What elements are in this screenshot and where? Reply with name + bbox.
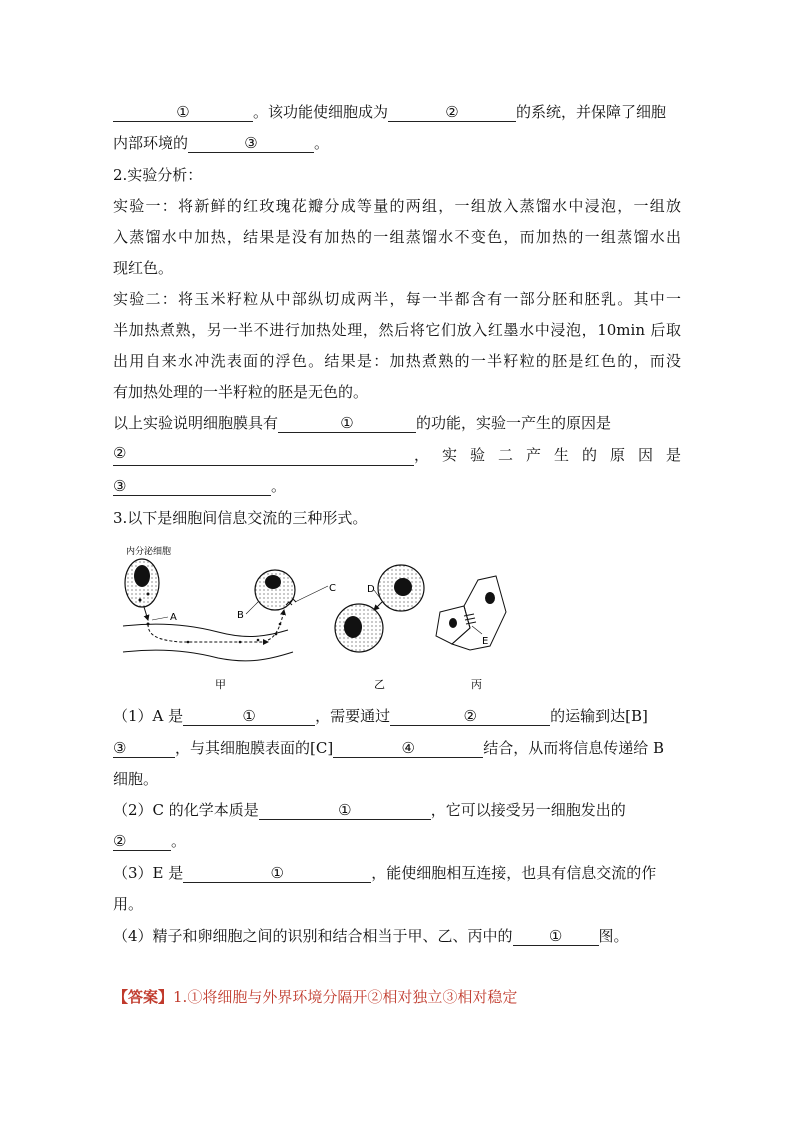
- s3-q4-blank1: ①: [513, 927, 599, 946]
- s2-q-blank2: ②: [113, 444, 414, 466]
- s2-q-text2: 的功能，实验一产生的原因是: [416, 414, 612, 432]
- s2-q-blank3: ③: [113, 477, 271, 496]
- s3-q1-blank3: ③: [113, 739, 175, 758]
- s1-line2: [113, 132, 681, 154]
- s3-heading: 3.以下是细胞间信息交流的三种形式。: [113, 509, 368, 527]
- s3-q1-blank1: ①: [183, 707, 315, 726]
- label-b: B: [237, 610, 244, 621]
- s3-q2-blank2: ②: [113, 832, 171, 851]
- blood-vessel: [123, 610, 300, 661]
- cell-yi-upper: [378, 565, 424, 611]
- s3-q2-text3: 。: [171, 832, 187, 850]
- s3-q1-text3: 的运输到达[B]: [550, 707, 648, 725]
- s1-blank3: ③: [188, 134, 314, 153]
- label-d: D: [367, 584, 375, 595]
- caption-bing: 丙: [471, 678, 482, 691]
- s2-exp1-line1: 实验一：将新鲜的红玫瑰花瓣分成等量的两组，一组放入蒸馏水中浸泡，一组放: [113, 197, 681, 215]
- endocrine-cell: [125, 559, 159, 607]
- s1-text4: 。: [314, 134, 330, 152]
- s3-q1-text5: 结合，从而将信息传递给 B: [483, 739, 664, 757]
- s3-q2-blank1: ①: [259, 801, 431, 820]
- s2-question-line3: [113, 475, 681, 497]
- s3-q1-blank4: ④: [333, 739, 483, 758]
- s2-exp1-line3: 现红色。: [113, 259, 174, 277]
- s3-q1-line2: [113, 737, 681, 759]
- s3-q4-line1: [113, 925, 681, 947]
- answer-line: [113, 986, 517, 1008]
- s3-q3-blank1: ①: [183, 864, 371, 883]
- cell-yi-lower: [335, 604, 383, 652]
- caption-yi: 乙: [374, 678, 385, 691]
- s2-q-blank1: ①: [278, 414, 416, 433]
- s3-q2-text1: （2）C 的化学本质是: [113, 801, 259, 819]
- s3-q3-text1: （3）E 是: [113, 864, 184, 882]
- s3-q3-text2: ，能使细胞相互连接，也具有信息交流的作: [371, 864, 657, 882]
- s2-exp2-line3: 出用自来水冲洗表面的浮色。结果是：加热煮熟的一半籽粒的胚是红色的，而没: [113, 352, 681, 370]
- s2-question-line1: [113, 412, 681, 434]
- answer-text: 1.①将细胞与外界环境分隔开②相对独立③相对稳定: [173, 988, 518, 1006]
- label-e: E: [482, 636, 489, 647]
- caption-jia: 甲: [215, 678, 226, 691]
- answer-tag: 【答案】: [113, 988, 174, 1006]
- s1-text3: 内部环境的: [113, 134, 189, 152]
- s2-question-line2: [113, 444, 694, 466]
- s2-exp2-line1: 实验二：将玉米籽粒从中部纵切成两半，每一半都含有一部分胚和胚乳。其中一: [113, 290, 681, 308]
- s3-q1-text2: ，需要通过: [315, 707, 391, 725]
- s3-q2-line2: [113, 830, 681, 852]
- s3-q4-text2: 图。: [598, 927, 629, 945]
- s3-q2-text2: ，它可以接受另一细胞发出的: [430, 801, 626, 819]
- s1-text1: 。该功能使细胞成为: [253, 103, 389, 121]
- s1-blank1: ①: [113, 103, 253, 122]
- s1-blank2: ②: [388, 103, 516, 122]
- s3-q1-blank2: ②: [390, 707, 550, 726]
- s1-line1: [113, 101, 681, 123]
- endocrine-cell-label: 内分泌细胞: [126, 547, 172, 557]
- s3-q1-line3: 细胞。: [113, 770, 159, 788]
- s2-q-text3: ，实验二产生的原因是: [413, 446, 694, 464]
- s3-q3-line1: [113, 862, 681, 884]
- s3-q4-text1: （4）精子和卵细胞之间的识别和结合相当于甲、乙、丙中的: [113, 927, 513, 945]
- s2-exp1-line2: 入蒸馏水中加热，结果是没有加热的一组蒸馏水不变色，而加热的一组蒸馏水出: [113, 228, 681, 246]
- s1-text2: 的系统，并保障了细胞: [516, 103, 667, 121]
- label-a: A: [170, 612, 177, 623]
- s2-q-text1: 以上实验说明细胞膜具有: [113, 414, 279, 432]
- s2-heading: 2.实验分析：: [113, 166, 203, 184]
- cell-bing-right: [452, 576, 506, 650]
- s2-exp2-line4: 有加热处理的一半籽粒的胚是无色的。: [113, 383, 369, 401]
- label-c: C: [329, 583, 336, 594]
- s3-q1-text1: （1）A 是: [113, 707, 184, 725]
- cell-bing-left: [436, 606, 470, 644]
- s2-exp2-line2: 半加热煮熟，另一半不进行加热处理，然后将它们放入红墨水中浸泡，10min 后取: [113, 321, 681, 339]
- cell-communication-figure: [118, 540, 518, 695]
- s3-q3-line2: 用。: [113, 895, 144, 913]
- target-cell-b: [255, 570, 296, 610]
- plasmodesmata: [464, 614, 476, 624]
- s3-q2-line1: [113, 799, 681, 821]
- s3-q1-line1: [113, 705, 681, 727]
- s3-q1-text4: ，与其细胞膜表面的[C]: [175, 739, 334, 757]
- s2-q-text4: 。: [271, 477, 287, 495]
